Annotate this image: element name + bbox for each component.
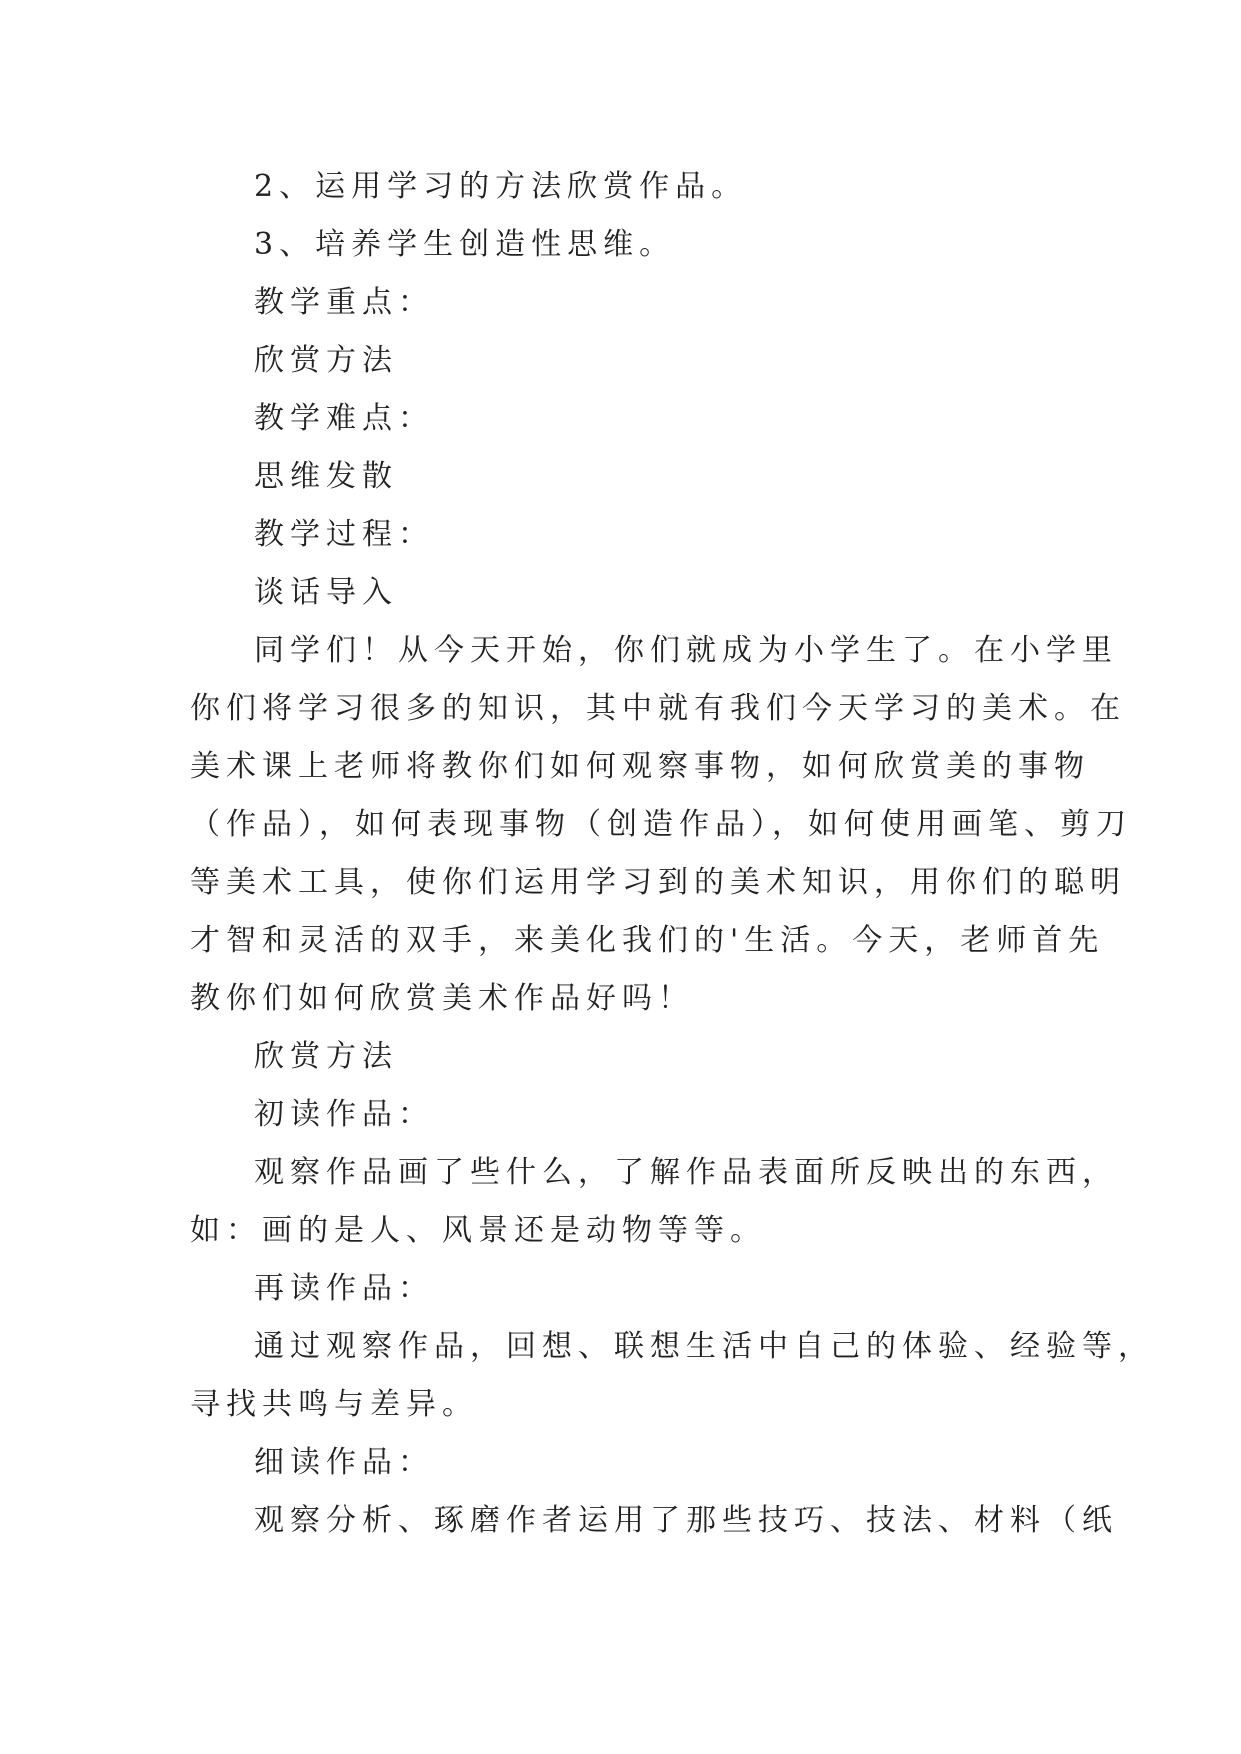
text-line: 3、培养学生创造性思维。 — [254, 227, 676, 262]
text-line: 初读作品： — [254, 1097, 434, 1132]
text-line: 你们将学习很多的知识，其中就有我们今天学习的美术。在 — [190, 691, 1126, 726]
text-line: （作品），如何表现事物（创造作品），如何使用画笔、剪刀 — [190, 807, 1132, 842]
text-line: 教学重点： — [254, 285, 434, 320]
text-line: 才智和灵活的双手，来美化我们的'生活。今天，老师首先 — [190, 923, 1105, 958]
text-line: 观察作品画了些什么，了解作品表面所反映出的东西， — [254, 1155, 1118, 1190]
text-line: 教学过程： — [254, 517, 434, 552]
text-line: 教你们如何欣赏美术作品好吗！ — [190, 981, 694, 1016]
text-line: 如：画的是人、风景还是动物等等。 — [190, 1213, 766, 1248]
text-line: 观察分析、琢磨作者运用了那些技巧、技法、材料（纸 — [254, 1503, 1118, 1538]
text-line: 再读作品： — [254, 1271, 434, 1306]
text-line: 通过观察作品，回想、联想生活中自己的体验、经验等， — [254, 1329, 1154, 1364]
text-line: 寻找共鸣与差异。 — [190, 1387, 478, 1422]
text-line: 等美术工具，使你们运用学习到的美术知识，用你们的聪明 — [190, 865, 1126, 900]
text-line: 美术课上老师将教你们如何观察事物，如何欣赏美的事物 — [190, 749, 1090, 784]
text-line: 欣赏方法 — [254, 1039, 398, 1074]
text-line: 教学难点： — [254, 401, 434, 436]
text-line: 细读作品： — [254, 1445, 434, 1480]
text-line: 欣赏方法 — [254, 343, 398, 378]
text-line: 2、运用学习的方法欣赏作品。 — [254, 169, 748, 204]
document-body — [190, 158, 1154, 1550]
text-line: 谈话导入 — [254, 575, 398, 610]
text-line: 同学们！从今天开始，你们就成为小学生了。在小学里 — [254, 633, 1118, 668]
text-line: 思维发散 — [254, 459, 398, 494]
